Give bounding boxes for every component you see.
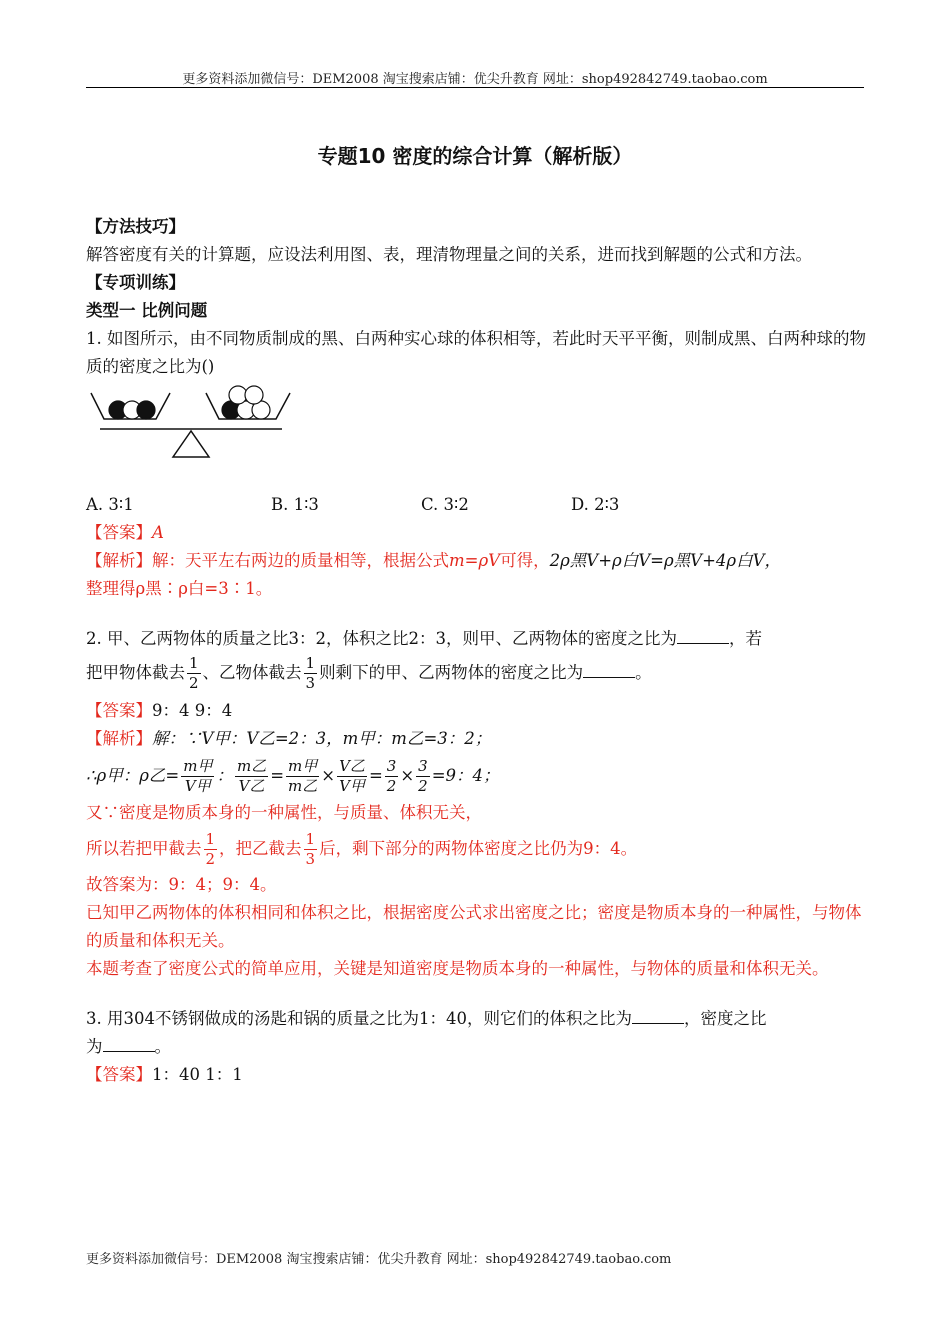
fraction-one-half: $\frac{1}{2}$ xyxy=(189,654,199,692)
analysis-label: 【解析】 xyxy=(86,729,152,748)
white-ball xyxy=(229,386,247,404)
option-b: B. 1∶3 xyxy=(271,495,319,514)
q3-stem: 3. 用304不锈钢做成的汤匙和锅的质量之比为1：40，则它们的体积之比为 ，密度之比 xyxy=(86,1005,866,1033)
q1-answer xyxy=(86,519,866,547)
method-heading: 【方法技巧】 xyxy=(86,217,185,236)
q2-red-4: 已知甲乙两物体的体积相同和体积之比，根据密度公式求出密度之比；密度是物质本身的一种属性，与物体的质量和体积无关。 xyxy=(86,903,862,950)
answer-value: A xyxy=(152,523,164,542)
q1-analysis-result: 整理得ρ黑∶ρ白=3∶1。 xyxy=(86,579,273,598)
method-text: 解答密度有关的计算题，应设法利用图、表，理清物理量之间的关系，进而找到解题的公式和方法。 xyxy=(86,245,812,264)
q3-answer xyxy=(86,1061,866,1089)
page-title: 专题10 密度的综合计算（解析版） xyxy=(317,144,633,168)
balance-scale-diagram xyxy=(86,385,296,475)
header-divider xyxy=(86,87,864,88)
page-footer: 更多资料添加微信号：DEM2008 淘宝搜索店铺：优尖升教育 网址：shop492842749.taobao.com xyxy=(86,1252,672,1267)
answer-blank xyxy=(677,625,729,644)
document-body xyxy=(86,213,866,1089)
answer-blank xyxy=(632,1005,684,1024)
fulcrum xyxy=(173,431,209,457)
answer-value: 9：4 9：4 xyxy=(152,701,233,720)
balance-figure xyxy=(86,385,866,485)
q2-red-5: 本题考查了密度公式的简单应用，关键是知道密度是物质本身的一种属性，与物体的质量和体积无关。 xyxy=(86,959,829,978)
white-ball xyxy=(245,386,263,404)
answer-label: 【答案】 xyxy=(86,523,152,542)
answer-blank xyxy=(103,1033,155,1052)
q1-stem: 1. 如图所示，由不同物质制成的黑、白两种实心球的体积相等，若此时天平平衡，则制成黑、白两种球的物质的密度之比为() xyxy=(86,329,866,376)
equation: 2ρ黑V+ρ白V=ρ黑V+4ρ白V， xyxy=(549,551,782,570)
training-heading: 【专项训练】 xyxy=(86,273,185,292)
q2-stem: 2. 甲、乙两物体的质量之比3：2，体积之比2：3，则甲、乙两物体的密度之比为 ，若 xyxy=(86,625,866,653)
answer-label: 【答案】 xyxy=(86,701,152,720)
formula: m=ρV xyxy=(449,551,501,570)
q1-options xyxy=(86,491,866,519)
option-c: C. 3∶2 xyxy=(421,495,469,514)
q2-answer xyxy=(86,697,866,725)
answer-value: 1：40 1：1 xyxy=(152,1065,243,1084)
q2-analysis-1: 【解析】解：∵V甲：V乙=2：3，m甲：m乙=3：2； xyxy=(86,729,492,748)
option-a: A. 3∶1 xyxy=(86,495,134,514)
answer-blank xyxy=(583,659,635,678)
analysis-label: 【解析】 xyxy=(86,551,152,570)
q1-analysis: 【解析】解：天平左右两边的质量相等，根据公式m=ρV可得，2ρ黑V+ρ白V=ρ黑V+4ρ白V， xyxy=(86,551,782,570)
answer-label: 【答案】 xyxy=(86,1065,152,1084)
black-ball xyxy=(137,401,155,419)
q2-stem-cont: 把甲物体截去 $\frac{1}{2}$ 、乙物体截去 $\frac{1}{3}$ 则剩下的甲、乙两物体的密度之比为 。 xyxy=(86,654,652,692)
q2-red-1: 又∵密度是物质本身的一种属性，与质量、体积无关， xyxy=(86,803,482,822)
page-header: 更多资料添加微信号：DEM2008 淘宝搜索店铺：优尖升教育 网址：shop492842749.taobao.com xyxy=(182,72,768,87)
fraction-one-third: $\frac{1}{3}$ xyxy=(305,654,316,692)
q2-analysis-2: ∴ρ甲：ρ乙= $\frac{\text{m甲}}{\text{V甲}}$ ： $\frac{\text{m乙}}{\text{V乙}}$ = $\frac{\text{m甲}}{\text{m乙}}$ × $\frac{\text{V乙}}{\text{V甲}}$ = $\frac{3}{2}$ × $\frac{3}{2}$ =9：4； xyxy=(86,757,500,795)
option-d: D. 2∶3 xyxy=(571,495,620,514)
q2-red-2: 所以若把甲截去 $\frac{1}{2}$ ，把乙截去 $\frac{1}{3}$ 后，剩下部分的两物体密度之比仍为9：4。 xyxy=(86,830,638,868)
q3-stem-cont: 为 。 xyxy=(86,1033,866,1061)
type1-heading: 类型一 比例问题 xyxy=(86,301,208,320)
q2-red-3: 故答案为：9：4；9：4。 xyxy=(86,875,277,894)
